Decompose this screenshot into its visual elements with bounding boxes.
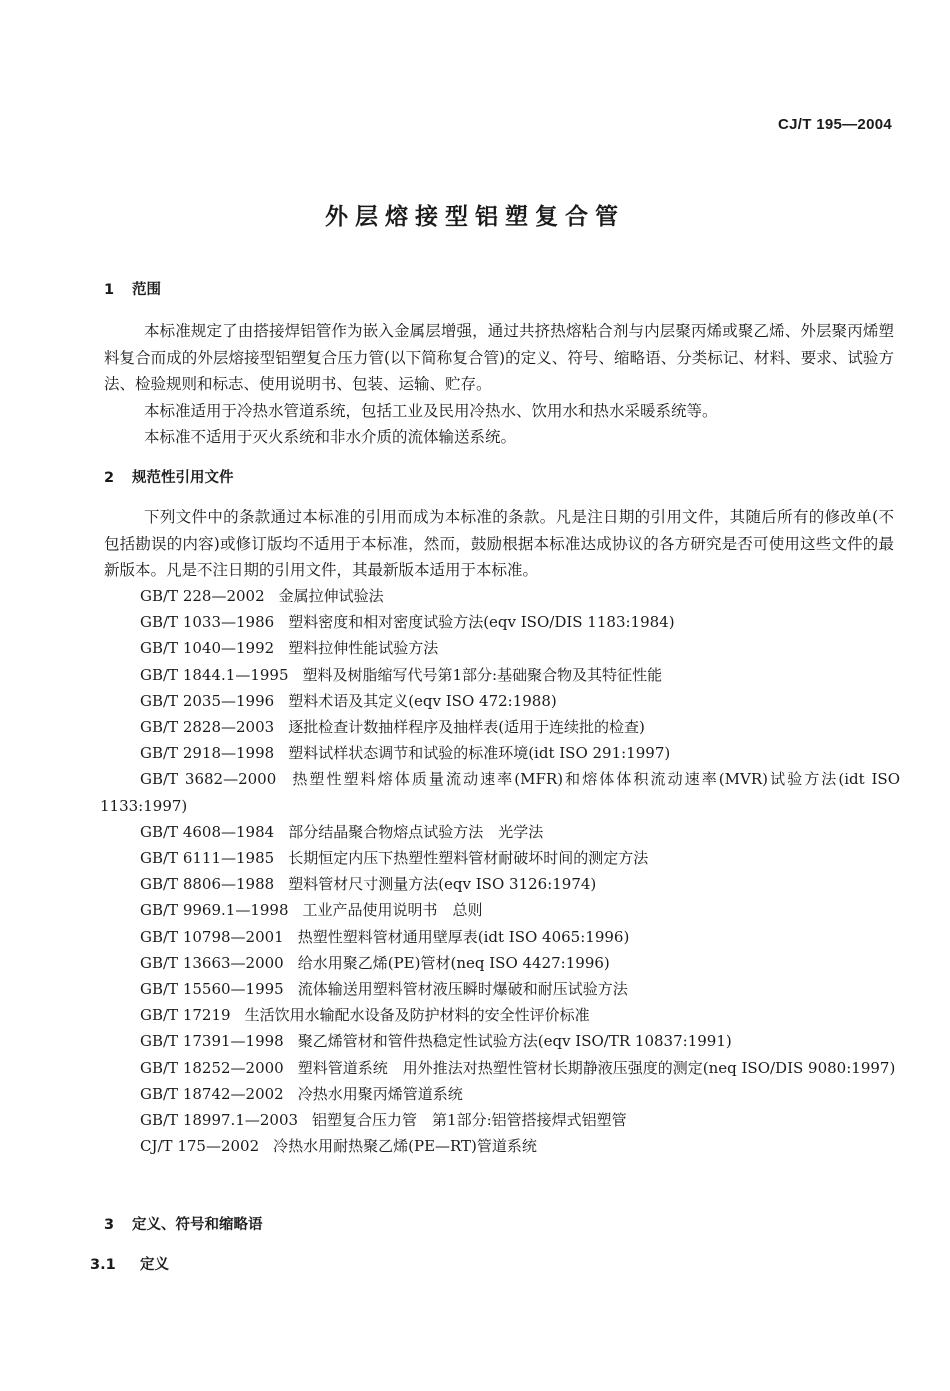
reference-item	[100, 688, 900, 714]
reference-item	[100, 1081, 900, 1107]
reference-code: GB/T 2918—1998	[140, 744, 275, 763]
reference-item	[100, 1055, 900, 1081]
reference-code: GB/T 18252—2000	[140, 1058, 284, 1077]
reference-code: GB/T 1040—1992	[140, 639, 275, 658]
reference-code: GB/T 17219	[140, 1006, 231, 1025]
reference-code: GB/T 3682—2000	[140, 770, 277, 789]
reference-code: GB/T 1844.1—1995	[140, 665, 289, 684]
reference-title: 聚乙烯管材和管件热稳定性试验方法(eqv ISO/TR 10837:1991)	[297, 1032, 732, 1051]
reference-code: GB/T 18997.1—2003	[140, 1111, 299, 1130]
reference-item	[100, 740, 900, 766]
section-number: 3.1	[90, 1257, 116, 1273]
section-3-heading	[104, 1213, 263, 1234]
reference-code: GB/T 4608—1984	[140, 822, 275, 841]
section-title: 定义、符号和缩略语	[132, 1217, 263, 1233]
section-title: 规范性引用文件	[132, 470, 234, 486]
reference-title: 热塑性塑料熔体质量流动速率(MFR)和熔体体积流动速率(MVR)试验方法(idt ISO 1133:1997)	[100, 770, 900, 815]
reference-title: 给水用聚乙烯(PE)管材(neq ISO 4427:1996)	[297, 953, 610, 972]
reference-code: GB/T 2828—2003	[140, 718, 275, 737]
reference-item	[100, 766, 900, 818]
section-2-heading	[104, 466, 234, 487]
reference-item	[100, 635, 900, 661]
reference-item	[100, 950, 900, 976]
document-title: 外层熔接型铝塑复合管	[325, 204, 625, 230]
section-3-1-heading	[90, 1253, 169, 1274]
reference-item	[100, 1107, 900, 1133]
reference-code: GB/T 8806—1988	[140, 875, 275, 894]
reference-title: 金属拉伸试验法	[278, 587, 384, 605]
reference-title: 生活饮用水输配水设备及防护材料的安全性评价标准	[244, 1006, 590, 1025]
reference-title: 热塑性塑料管材通用壁厚表(idt ISO 4065:1996)	[297, 927, 630, 946]
reference-title: 流体输送用塑料管材液压瞬时爆破和耐压试验方法	[297, 980, 628, 999]
reference-title: 部分结晶聚合物熔点试验方法 光学法	[288, 822, 544, 841]
reference-title: 塑料术语及其定义(eqv ISO 472:1988)	[288, 691, 557, 710]
scope-paragraph: 本标准适用于冷热水管道系统，包括工业及民用冷热水、饮用水和热水采暖系统等。	[144, 402, 718, 420]
reference-item	[100, 845, 900, 871]
reference-item	[100, 609, 900, 635]
reference-item	[100, 976, 900, 1002]
standard-code: CJ/T 195—2004	[778, 116, 892, 133]
reference-code: GB/T 13663—2000	[140, 953, 284, 972]
reference-code: GB/T 18742—2002	[140, 1084, 284, 1103]
reference-item	[100, 583, 900, 609]
reference-code: GB/T 1033—1986	[140, 613, 275, 632]
section-number: 3	[104, 1217, 115, 1233]
references-intro: 下列文件中的条款通过本标准的引用而成为本标准的条款。凡是注日期的引用文件，其随后所有的修改单(不包括勘误的内容)或修订版均不适用于本标准，然而，鼓励根据本标准达成协议的各方研究是否可使用这些文件的最新版本。凡是不注日期的引用文件，其最新版本适用于本标准。	[104, 508, 894, 579]
reference-title: 逐批检查计数抽样程序及抽样表(适用于连续批的检查)	[288, 718, 645, 737]
reference-title: 塑料密度和相对密度试验方法(eqv ISO/DIS 1183:1984)	[288, 613, 675, 632]
reference-list	[100, 583, 900, 1159]
reference-title: 塑料试样状态调节和试验的标准环境(idt ISO 291:1997)	[288, 744, 671, 763]
reference-item	[100, 1028, 900, 1054]
reference-code: GB/T 10798—2001	[140, 927, 284, 946]
reference-title: 冷热水用聚丙烯管道系统	[297, 1084, 463, 1103]
reference-title: 工业产品使用说明书 总则	[302, 901, 483, 920]
scope-paragraph: 本标准不适用于灭火系统和非水介质的流体输送系统。	[144, 428, 517, 446]
reference-title: 塑料管道系统 用外推法对热塑性管材长期静液压强度的测定(neq ISO/DIS 9080:1997)	[297, 1058, 896, 1077]
reference-title: 铝塑复合压力管 第1部分:铝管搭接焊式铝塑管	[312, 1111, 627, 1130]
reference-title: 塑料及树脂缩写代号第1部分:基础聚合物及其特征性能	[302, 665, 663, 684]
reference-code: GB/T 17391—1998	[140, 1032, 284, 1051]
reference-item	[100, 1133, 900, 1159]
section-number: 2	[104, 470, 115, 486]
reference-item	[100, 871, 900, 897]
reference-code: GB/T 6111—1985	[140, 849, 275, 868]
reference-code: GB/T 2035—1996	[140, 691, 275, 710]
reference-item	[100, 924, 900, 950]
section-1-heading	[104, 278, 161, 299]
reference-code: GB/T 15560—1995	[140, 980, 284, 999]
section-number: 1	[104, 282, 115, 298]
reference-title: 塑料拉伸性能试验方法	[288, 639, 439, 658]
reference-item	[100, 714, 900, 740]
reference-title: 长期恒定内压下热塑性塑料管材耐破坏时间的测定方法	[288, 849, 649, 868]
section-title: 定义	[140, 1257, 169, 1273]
reference-code: GB/T 9969.1—1998	[140, 901, 289, 920]
section-title: 范围	[132, 282, 161, 298]
reference-code: GB/T 228—2002	[140, 587, 265, 605]
reference-title: 冷热水用耐热聚乙烯(PE—RT)管道系统	[273, 1137, 537, 1156]
reference-item	[100, 897, 900, 923]
scope-paragraph: 本标准规定了由搭接焊铝管作为嵌入金属层增强，通过共挤热熔粘合剂与内层聚丙烯或聚乙烯、外层聚丙烯塑料复合而成的外层熔接型铝塑复合压力管(以下简称复合管)的定义、符号、缩略语、分类标记、材料、要求、试验方法、检验规则和标志、使用说明书、包装、运输、贮存。	[104, 322, 894, 393]
reference-code: CJ/T 175—2002	[140, 1137, 260, 1156]
reference-item	[100, 1002, 900, 1028]
reference-item	[100, 819, 900, 845]
reference-item	[100, 662, 900, 688]
reference-title: 塑料管材尺寸测量方法(eqv ISO 3126:1974)	[288, 875, 597, 894]
